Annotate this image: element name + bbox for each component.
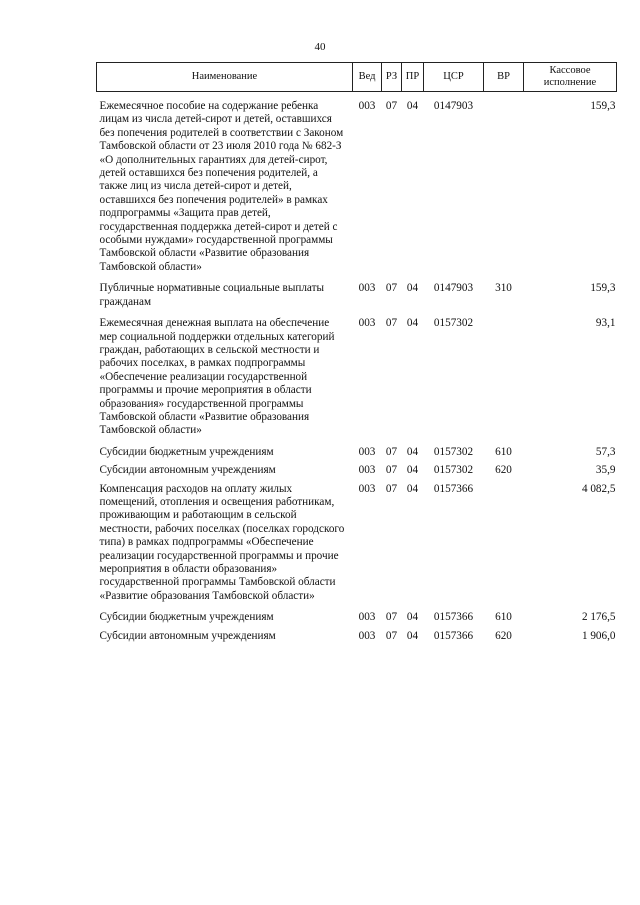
row-sum: 93,1: [595, 317, 616, 330]
row-sum: 2 176,5: [581, 611, 616, 624]
row-csr: 0157366: [433, 629, 474, 642]
row-name: Ежемесячное пособие на содержание ребенка лицам из числа детей-сирот и детей, оставшихся без попечения родителей в соответствии с Законом Тамбовской области от 23 июля 2010 года № 682-З «О дополнительных гарантиях для детей-сирот, детей оставшихся без попечения родителей, а также лиц из числа детей-сирот и детей, оставшихся без попечения родителей» в рамках подпрограммы «Защита прав детей, государственная поддержка детей-сирот и детей с особыми нуждами» государственной программы Тамбовской области «Развитие образования Тамбовской области»: [99, 100, 344, 273]
row-pr: 04: [406, 482, 419, 495]
table-row: [97, 446, 617, 459]
row-name: Субсидии бюджетным учреждениям: [99, 611, 274, 624]
row-sum: 159,3: [590, 100, 616, 112]
header-rz: РЗ: [382, 63, 402, 92]
row-csr: 0157302: [433, 464, 474, 477]
row-pr: 04: [406, 445, 419, 458]
row-spacer: [97, 309, 617, 317]
row-spacer: [97, 438, 617, 446]
row-pr: 04: [406, 100, 419, 112]
header-csr: ЦСР: [424, 63, 484, 92]
row-vr: [484, 92, 524, 275]
row-csr: 0157302: [433, 317, 474, 330]
row-pr: 04: [406, 464, 419, 477]
row-spacer: [97, 274, 617, 282]
row-ved: 003: [358, 445, 376, 458]
row-ved: 003: [358, 317, 376, 330]
table-row: [97, 464, 617, 477]
header-pr: ПР: [402, 63, 424, 92]
table-row: [97, 282, 617, 309]
page-number: 40: [314, 41, 326, 53]
row-sum: 4 082,5: [581, 482, 616, 495]
row-vr: 310: [495, 282, 512, 295]
row-sum: 159,3: [590, 282, 616, 295]
table-row: [97, 630, 617, 643]
row-sum: 35,9: [595, 464, 616, 477]
row-rz: 07: [385, 317, 398, 330]
table-row: [97, 92, 617, 275]
row-ved: 003: [358, 282, 376, 295]
row-name: Субсидии автономным учреждениям: [99, 629, 276, 642]
row-vr: [484, 317, 524, 438]
row-csr: 0157366: [433, 482, 474, 495]
table-header-row: [97, 63, 617, 92]
row-pr: 04: [406, 317, 419, 330]
row-spacer: [97, 603, 617, 611]
header-name: Наименование: [97, 63, 353, 92]
row-ved: 003: [358, 464, 376, 477]
row-vr: 610: [495, 611, 512, 624]
row-name: Публичные нормативные социальные выплаты гражданам: [99, 282, 325, 308]
row-name: Субсидии автономным учреждениям: [99, 464, 276, 477]
row-pr: 04: [406, 611, 419, 624]
row-rz: 07: [385, 629, 398, 642]
row-vr: [484, 483, 524, 604]
header-sum: Кассовое исполнение: [524, 63, 617, 92]
row-vr: 620: [495, 629, 512, 642]
row-pr: 04: [406, 629, 419, 642]
row-vr: 610: [495, 445, 512, 458]
header-ved: Вед: [353, 63, 382, 92]
row-ved: 003: [358, 100, 376, 112]
table-row: [97, 317, 617, 438]
row-ved: 003: [358, 482, 376, 495]
row-name: Ежемесячная денежная выплата на обеспечение мер социальной поддержки отдельных категорий граждан, работающих в сельской местности и рабочих поселках, в рамках подпрограммы «Обеспечение реализации государственной программы и прочие мероприятия в области образования» государственной программы Тамбовской области «Развитие образования Тамбовской области»: [99, 317, 335, 437]
row-ved: 003: [358, 629, 376, 642]
row-rz: 07: [385, 445, 398, 458]
row-rz: 07: [385, 282, 398, 295]
row-name: Субсидии бюджетным учреждениям: [99, 445, 274, 458]
header-vr: ВР: [484, 63, 524, 92]
row-rz: 07: [385, 100, 398, 112]
row-pr: 04: [406, 282, 419, 295]
row-sum: 1 906,0: [581, 629, 616, 642]
row-sum: 57,3: [595, 445, 616, 458]
row-vr: 620: [495, 464, 512, 477]
row-csr: 0147903: [433, 282, 474, 295]
row-rz: 07: [385, 464, 398, 477]
row-csr: 0157302: [433, 445, 474, 458]
row-name: Компенсация расходов на оплату жилых помещений, отопления и освещения работникам, проживающим и работающим в сельской местности, рабочих поселках (поселках городского типа) в рамках подпрограммы «Обеспечение реализации государственной программы и прочие мероприятия в области образования» государственной программы Тамбовской области «Развитие образования Тамбовской области»: [99, 482, 345, 602]
row-csr: 0157366: [433, 611, 474, 624]
row-ved: 003: [358, 611, 376, 624]
row-csr: 0147903: [433, 100, 474, 112]
table-row: [97, 611, 617, 624]
row-rz: 07: [385, 482, 398, 495]
budget-table: [96, 62, 617, 643]
row-rz: 07: [385, 611, 398, 624]
table-row: [97, 483, 617, 604]
